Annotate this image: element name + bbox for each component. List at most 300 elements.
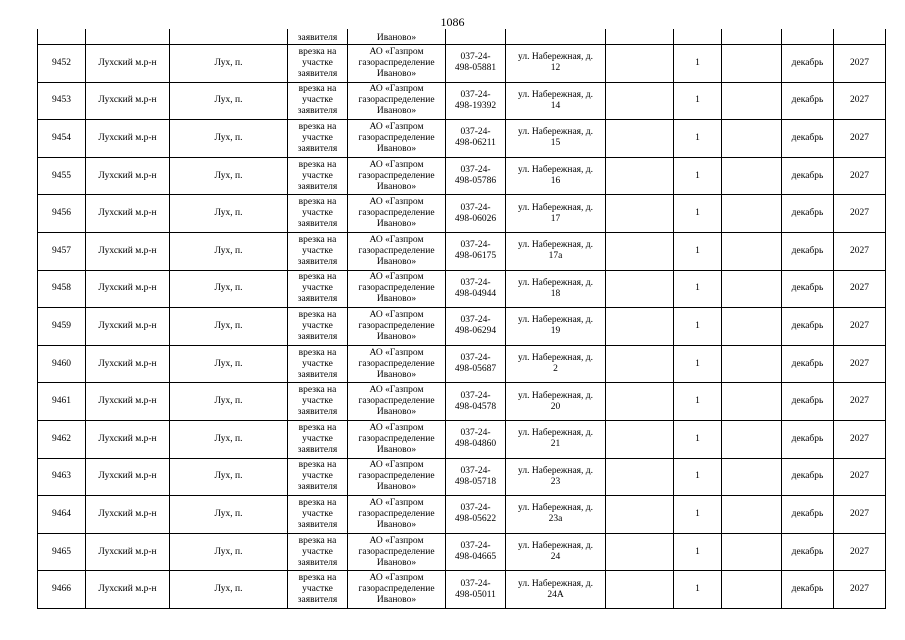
cell-code-line: 498-04944 [454,288,497,299]
cell-year: 2027 [834,308,886,346]
cell-month: декабрь [782,383,834,421]
cell-organization-line: газораспределение [358,546,435,557]
cell-organization-line: газораспределение [358,170,435,181]
cell-year: 2027 [834,82,886,120]
cell-address [506,82,606,120]
cell-empty [606,308,674,346]
cell-code [446,345,506,383]
cell-organization [348,420,446,458]
cell-address [506,120,606,158]
cell-address [506,496,606,534]
cell-work-type-line: участке [302,471,333,482]
cell-empty [606,157,674,195]
cell-code-line: 498-06026 [454,213,497,224]
cell-empty [722,232,782,270]
cell-locality: Лух, п. [170,345,288,383]
cell-work-type [288,345,348,383]
cell-organization-line: Иваново» [376,294,417,305]
cell-work-type-line: врезка на [298,422,337,433]
cell-locality: Лух, п. [170,157,288,195]
cell-district: Лухский м.р-н [86,420,170,458]
cell-work-type [288,420,348,458]
cell-district: Лухский м.р-н [86,533,170,571]
cell-work-type [288,195,348,233]
cell-organization-line: Иваново» [376,256,417,267]
cell-address [506,420,606,458]
cell-code-line: 037-24- [460,277,491,288]
cell-code-line: 498-05622 [454,514,497,525]
cell-locality: Лух, п. [170,533,288,571]
cell-organization-line: Иваново» [376,143,417,154]
cell-empty [722,82,782,120]
cell-organization-line: АО «Газпром [369,272,424,283]
cell-work-type-line: заявителя [297,106,338,117]
cell-quantity: 1 [674,195,722,233]
cell-id: 9459 [38,308,86,346]
cell-id: 9457 [38,232,86,270]
cell-work-type-line: врезка на [298,121,337,132]
table-row [38,195,886,233]
cell-organization-line: АО «Газпром [369,497,424,508]
cell-empty [606,120,674,158]
cell-organization-line: АО «Газпром [369,197,424,208]
cell-address [506,270,606,308]
cell-organization [348,308,446,346]
cell-work-type [288,458,348,496]
cell-work-type-line: заявителя [297,68,338,79]
cell-work-type-line: заявителя [297,482,338,493]
cell-empty [722,571,782,609]
cell-address-line: ул. Набережная, д. [518,503,593,514]
cell-organization-line: АО «Газпром [369,121,424,132]
cell-work-type-line: врезка на [298,385,337,396]
cell-quantity: 1 [674,571,722,609]
cell-code-line: 037-24- [460,428,491,439]
cell-work-type-line: заявителя [297,519,338,530]
cell-address-line: ул. Набережная, д. [518,390,593,401]
cell-code-line: 498-04665 [454,552,497,563]
cell-locality: Лух, п. [170,195,288,233]
cell-empty [722,270,782,308]
cell-work-type-line: врезка на [298,347,337,358]
cell-work-type-line: врезка на [298,272,337,283]
cell-organization-line: газораспределение [358,95,435,106]
cell-work-type-line: врезка на [298,573,337,584]
cell-organization-line: газораспределение [358,57,435,68]
cell-address-line: ул. Набережная, д. [518,127,593,138]
cell-locality [170,29,288,45]
registry-table [37,29,886,609]
table-row [38,571,886,609]
cell-quantity [674,29,722,45]
cell-work-type: заявителя [288,29,348,45]
cell-code-line: 037-24- [460,89,491,100]
cell-address-line: 19 [550,326,561,337]
cell-id: 9463 [38,458,86,496]
cell-organization-line: АО «Газпром [369,460,424,471]
cell-quantity: 1 [674,270,722,308]
cell-work-type [288,82,348,120]
cell-code-line: 037-24- [460,541,491,552]
cell-address-line: 15 [550,138,561,149]
cell-work-type-line: заявителя [297,181,338,192]
cell-month: декабрь [782,458,834,496]
cell-code [446,29,506,45]
cell-id: 9461 [38,383,86,421]
cell-work-type [288,496,348,534]
cell-code [446,45,506,83]
cell-code-line: 037-24- [460,240,491,251]
cell-work-type-line: врезка на [298,84,337,95]
cell-address-line: 24А [547,589,564,600]
cell-empty [722,420,782,458]
cell-code [446,496,506,534]
cell-empty [606,533,674,571]
cell-month: декабрь [782,308,834,346]
cell-address-line: 23 [550,476,561,487]
cell-id: 9452 [38,45,86,83]
cell-code [446,270,506,308]
continuation-row [38,29,886,45]
cell-organization [348,195,446,233]
cell-organization [348,270,446,308]
cell-organization-line: Иваново» [376,444,417,455]
cell-organization-line: АО «Газпром [369,535,424,546]
cell-id: 9460 [38,345,86,383]
cell-address [506,232,606,270]
cell-organization [348,120,446,158]
cell-work-type-line: участке [302,95,333,106]
cell-empty [722,157,782,195]
cell-month [782,29,834,45]
cell-locality: Лух, п. [170,270,288,308]
cell-month: декабрь [782,571,834,609]
cell-month: декабрь [782,195,834,233]
table-row [38,270,886,308]
cell-work-type [288,533,348,571]
cell-id: 9453 [38,82,86,120]
cell-address-line: 16 [550,176,561,187]
cell-district: Лухский м.р-н [86,571,170,609]
cell-quantity: 1 [674,383,722,421]
cell-id [38,29,86,45]
cell-address [506,29,606,45]
cell-code-line: 498-06175 [454,251,497,262]
cell-work-type-line: участке [302,245,333,256]
cell-quantity: 1 [674,157,722,195]
table-row [38,533,886,571]
cell-address-line: ул. Набережная, д. [518,240,593,251]
cell-work-type-line: участке [302,57,333,68]
cell-code-line: 037-24- [460,465,491,476]
cell-code [446,82,506,120]
cell-locality: Лух, п. [170,232,288,270]
table-row [38,120,886,158]
cell-empty [722,533,782,571]
cell-code [446,533,506,571]
cell-district: Лухский м.р-н [86,270,170,308]
cell-address-line: ул. Набережная, д. [518,277,593,288]
cell-work-type-line: заявителя [297,557,338,568]
cell-organization-line: газораспределение [358,396,435,407]
cell-organization-line: Иваново» [376,181,417,192]
cell-work-type-line: врезка на [298,309,337,320]
cell-quantity: 1 [674,533,722,571]
cell-id: 9462 [38,420,86,458]
cell-address-line: 12 [550,63,561,74]
cell-work-type-line: участке [302,433,333,444]
cell-organization [348,458,446,496]
cell-code-line: 498-06211 [455,138,496,149]
cell-work-type-line: заявителя [297,294,338,305]
cell-year: 2027 [834,270,886,308]
cell-organization [348,45,446,83]
cell-empty [722,308,782,346]
cell-address-line: 14 [550,100,561,111]
cell-work-type-line: участке [302,132,333,143]
cell-organization [348,533,446,571]
cell-id: 9454 [38,120,86,158]
cell-work-type [288,571,348,609]
cell-code-line: 037-24- [460,578,491,589]
cell-work-type-line: участке [302,546,333,557]
cell-locality: Лух, п. [170,45,288,83]
table-row [38,420,886,458]
cell-work-type-line: заявителя [297,331,338,342]
cell-quantity: 1 [674,496,722,534]
cell-month: декабрь [782,420,834,458]
cell-code-line: 037-24- [460,127,491,138]
cell-address-line: ул. Набережная, д. [518,202,593,213]
cell-work-type-line: участке [302,508,333,519]
cell-organization-line: газораспределение [358,320,435,331]
cell-empty [606,458,674,496]
cell-work-type-line: участке [302,584,333,595]
cell-address [506,45,606,83]
cell-empty [606,82,674,120]
cell-district: Лухский м.р-н [86,458,170,496]
cell-organization-line: Иваново» [376,369,417,380]
cell-code-line: 037-24- [460,315,491,326]
cell-address [506,195,606,233]
cell-organization-line: газораспределение [358,433,435,444]
cell-empty [606,420,674,458]
cell-empty [606,383,674,421]
cell-year: 2027 [834,571,886,609]
table-row [38,308,886,346]
cell-address-line: 23а [548,514,563,525]
cell-code-line: 498-04860 [454,439,497,450]
cell-code-line: 498-05786 [454,176,497,187]
cell-locality: Лух, п. [170,308,288,346]
cell-code [446,232,506,270]
cell-locality: Лух, п. [170,458,288,496]
cell-empty [606,345,674,383]
cell-empty [722,195,782,233]
cell-organization-line: Иваново» [376,519,417,530]
cell-empty [606,45,674,83]
cell-organization-line: газораспределение [358,358,435,369]
cell-work-type [288,45,348,83]
cell-year: 2027 [834,157,886,195]
cell-year: 2027 [834,195,886,233]
cell-work-type-line: заявителя [297,219,338,230]
cell-code-line: 498-05718 [454,476,497,487]
cell-district: Лухский м.р-н [86,308,170,346]
cell-empty [722,458,782,496]
cell-work-type-line: врезка на [298,159,337,170]
table-row [38,496,886,534]
cell-address-line: ул. Набережная, д. [518,89,593,100]
cell-empty [606,195,674,233]
cell-address [506,157,606,195]
cell-organization-line: газораспределение [358,283,435,294]
cell-empty [722,45,782,83]
cell-district: Лухский м.р-н [86,195,170,233]
cell-code-line: 498-05011 [455,589,496,600]
cell-organization-line: АО «Газпром [369,159,424,170]
cell-work-type-line: участке [302,283,333,294]
cell-code-line: 037-24- [460,52,491,63]
cell-address-line: 24 [550,552,561,563]
cell-work-type-line: заявителя [297,444,338,455]
cell-address-line: ул. Набережная, д. [518,541,593,552]
cell-quantity: 1 [674,45,722,83]
cell-work-type-line: участке [302,320,333,331]
cell-address [506,458,606,496]
cell-year: 2027 [834,458,886,496]
cell-organization: Иваново» [348,29,446,45]
cell-locality: Лух, п. [170,120,288,158]
cell-code [446,571,506,609]
cell-work-type [288,383,348,421]
table-row [38,82,886,120]
cell-organization-line: газораспределение [358,208,435,219]
cell-work-type-line: заявителя [297,595,338,606]
cell-quantity: 1 [674,120,722,158]
cell-code [446,308,506,346]
cell-organization-line: газораспределение [358,132,435,143]
table-row [38,45,886,83]
cell-work-type-line: участке [302,358,333,369]
cell-district: Лухский м.р-н [86,120,170,158]
cell-district: Лухский м.р-н [86,383,170,421]
cell-organization-line: Иваново» [376,407,417,418]
cell-year: 2027 [834,232,886,270]
cell-work-type-line: участке [302,396,333,407]
cell-work-type-line: врезка на [298,535,337,546]
table-row [38,458,886,496]
cell-year: 2027 [834,420,886,458]
cell-empty [606,29,674,45]
cell-empty [722,345,782,383]
cell-work-type-line: заявителя [297,407,338,418]
cell-year [834,29,886,45]
cell-address-line: ул. Набережная, д. [518,428,593,439]
cell-empty [606,571,674,609]
cell-work-type-line: заявителя [297,143,338,154]
cell-code [446,195,506,233]
cell-code-line: 498-05687 [454,364,497,375]
cell-locality: Лух, п. [170,496,288,534]
cell-month: декабрь [782,232,834,270]
cell-organization-line: Иваново» [376,219,417,230]
cell-id: 9464 [38,496,86,534]
cell-year: 2027 [834,345,886,383]
cell-month: декабрь [782,533,834,571]
cell-address-line: ул. Набережная, д. [518,353,593,364]
cell-month: декабрь [782,45,834,83]
cell-code-line: 037-24- [460,390,491,401]
cell-month: декабрь [782,496,834,534]
cell-district: Лухский м.р-н [86,157,170,195]
cell-organization [348,496,446,534]
cell-district: Лухский м.р-н [86,496,170,534]
cell-organization-line: АО «Газпром [369,84,424,95]
cell-organization-line: газораспределение [358,508,435,519]
cell-quantity: 1 [674,458,722,496]
cell-organization-line: АО «Газпром [369,234,424,245]
cell-work-type-line: врезка на [298,46,337,57]
cell-code-line: 498-04578 [454,401,497,412]
cell-work-type-line: заявителя [297,256,338,267]
cell-organization [348,345,446,383]
cell-code-line: 498-06294 [454,326,497,337]
cell-organization-line: АО «Газпром [369,347,424,358]
cell-year: 2027 [834,120,886,158]
cell-code-line: 037-24- [460,503,491,514]
cell-work-type [288,232,348,270]
cell-empty [606,270,674,308]
cell-address-line: 2 [553,364,558,375]
cell-organization [348,157,446,195]
cell-organization-line: газораспределение [358,584,435,595]
cell-address [506,345,606,383]
cell-month: декабрь [782,345,834,383]
cell-code-line: 037-24- [460,202,491,213]
cell-address-line: ул. Набережная, д. [518,465,593,476]
cell-work-type [288,120,348,158]
cell-organization-line: Иваново» [376,557,417,568]
table-row [38,383,886,421]
cell-year: 2027 [834,45,886,83]
cell-month: декабрь [782,82,834,120]
cell-organization [348,82,446,120]
cell-address [506,308,606,346]
cell-code [446,420,506,458]
cell-work-type-line: участке [302,208,333,219]
cell-organization-line: АО «Газпром [369,46,424,57]
cell-address [506,383,606,421]
cell-organization [348,571,446,609]
cell-work-type [288,308,348,346]
cell-work-type-line: врезка на [298,197,337,208]
cell-organization-line: Иваново» [376,595,417,606]
cell-empty [722,496,782,534]
cell-district [86,29,170,45]
cell-organization-line: АО «Газпром [369,573,424,584]
cell-empty [606,232,674,270]
cell-work-type-line: врезка на [298,497,337,508]
cell-organization-line: газораспределение [358,245,435,256]
cell-work-type [288,157,348,195]
table-row [38,345,886,383]
cell-code [446,383,506,421]
cell-organization-line: газораспределение [358,471,435,482]
cell-organization-line: АО «Газпром [369,309,424,320]
cell-month: декабрь [782,157,834,195]
cell-locality: Лух, п. [170,82,288,120]
